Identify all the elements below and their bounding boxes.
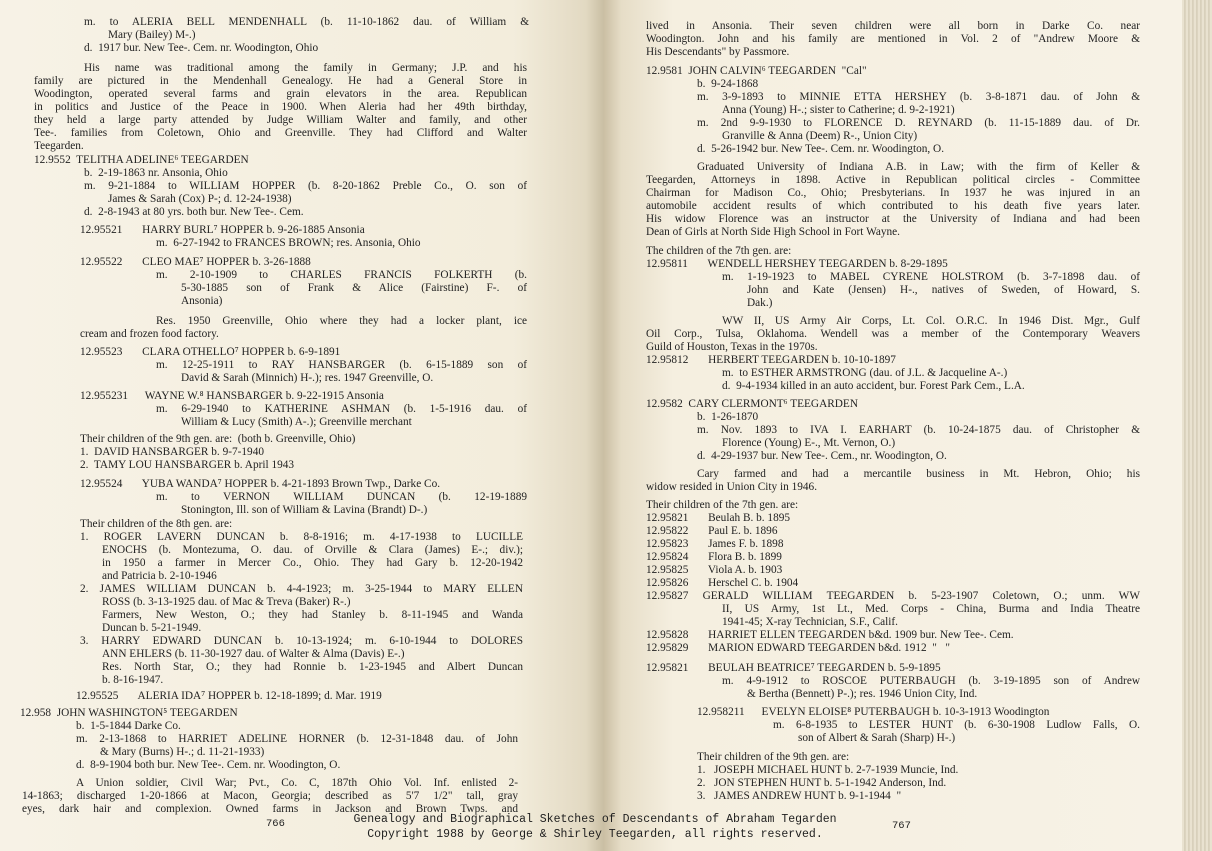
text-line: eyes, dark hair and complexion. Owned farms in Jackson and Brown Twps. and (22, 803, 518, 815)
book-title-line: Genealogy and Biographical Sketches of Descendants of Abraham Tegarden (353, 813, 837, 826)
text-line: b. 1-26-1870 (697, 411, 759, 423)
right-page (604, 0, 1182, 851)
text-line: His widow Florence was an instructor at the University of Indiana and had been (646, 213, 1140, 225)
text-line: 12.95825 Viola A. b. 1903 (646, 564, 783, 576)
text-line: m. 2nd 9-9-1930 to FLORENCE D. REYNARD (b. 11-15-1889 dau. of Dr. (697, 117, 1140, 129)
text-line: 12.95821 BEULAH BEATRICE⁷ TEEGARDEN b. 5-9-1895 (646, 662, 941, 674)
text-line: Anna (Young) H-.; sister to Catherine; d. 9-2-1921) (722, 104, 955, 116)
text-line: 12.95525 ALERIA IDA⁷ HOPPER b. 12-18-1899; d. Mar. 1919 (76, 690, 382, 702)
text-line: William & Lucy (Smith) A-.); Greenville merchant (181, 416, 412, 428)
text-line: Woodington, operated several farms and grain elevators in the area. Republican (34, 88, 527, 100)
text-line: 12.958211 EVELYN ELOISE⁸ PUTERBAUGH b. 10-3-1913 Woodington (697, 706, 1050, 718)
text-line: d. 9-4-1934 killed in an auto accident, bur. Forest Park Cem., L.A. (722, 380, 1025, 392)
text-line: Teegarden, Attorneys in 1898. Active in Republican political circles - Committee (646, 174, 1140, 186)
text-line: m. 6-27-1942 to FRANCES BROWN; res. Ansonia, Ohio (156, 237, 421, 249)
text-line: 12.958 JOHN WASHINGTON⁵ TEEGARDEN (20, 707, 238, 719)
text-line: automobile accident results of which contributed to his death five years later. (646, 200, 1140, 212)
text-line: d. 5-26-1942 bur. New Tee-. Cem. nr. Woodington, O. (697, 143, 945, 155)
book-footer (250, 813, 940, 842)
text-line: Chairman for Madison Co., Ohio; Presbyterians. In 1937 he was injured in an (646, 187, 1140, 199)
text-line: Teegarden. (34, 140, 84, 152)
text-line: 3. HARRY EDWARD DUNCAN b. 10-13-1924; m. 6-10-1944 to DOLORES (80, 635, 523, 647)
text-line: John and Kate (Jensen) H-., natives of Sweden, of Howard, S. (747, 284, 1140, 296)
text-line: son of Albert & Sarah (Sharp) H-.) (798, 732, 956, 744)
text-line: WW II, US Army Air Corps, Lt. Col. O.R.C. In 1946 Dist. Mgr., Gulf (722, 315, 1140, 327)
text-line: d. 8-9-1904 both bur. New Tee-. Cem. nr. Woodington, O. (76, 759, 341, 771)
text-line: 12.95812 HERBERT TEEGARDEN b. 10-10-1897 (646, 354, 896, 366)
text-line: The children of the 7th gen. are: (646, 245, 792, 257)
text-line: m. to ALERIA BELL MENDENHALL (b. 11-10-1862 dau. of William & (84, 16, 529, 28)
text-line: 14-1863; discharged 1-20-1866 at Macon, Georgia; described as 5'7 1/2" tall, gray (22, 790, 518, 802)
text-line: Guild of Houston, Texas in the 1970s. (646, 341, 818, 353)
text-line: 1. JOSEPH MICHAEL HUNT b. 2-7-1939 Muncie, Ind. (697, 764, 959, 776)
text-line: m. 2-13-1868 to HARRIET ADELINE HORNER (b. 12-31-1848 dau. of John (76, 733, 518, 745)
text-line: Res. North Star, O.; they had Ronnie b. 1-23-1945 and Albert Duncan (102, 661, 523, 673)
text-line: 2. TAMY LOU HANSBARGER b. April 1943 (80, 459, 295, 471)
text-line: 12.95811 WENDELL HERSHEY TEEGARDEN b. 8-29-1895 (646, 258, 948, 270)
text-line: 5-30-1885 son of Frank & Alice (Fairstine) F-. of (181, 282, 527, 294)
text-line: Dak.) (747, 297, 773, 309)
text-line: 12.95522 CLEO MAE⁷ HOPPER b. 3-26-1888 (80, 256, 311, 268)
copyright-line: Copyright 1988 by George & Shirley Teegarden, all rights reserved. (367, 827, 823, 841)
text-line: 12.9582 CARY CLERMONT⁶ TEEGARDEN (646, 398, 858, 410)
text-line: Farmers, New Weston, O.; they had Stanley b. 8-11-1945 and Wanda (102, 609, 523, 621)
text-line: in politics and Justice of the Peace in 1900. When Aleria had her 49th birthday, (34, 101, 527, 113)
text-line: Res. 1950 Greenville, Ohio where they had a locker plant, ice (156, 315, 527, 327)
text-line: Their children of the 9th gen. are: (both b. Greenville, Ohio) (80, 433, 356, 445)
text-line: 12.95823 James F. b. 1898 (646, 538, 784, 550)
text-line: 12.9552 TELITHA ADELINE⁶ TEEGARDEN (34, 154, 249, 166)
text-line: 12.95523 CLARA OTHELLO⁷ HOPPER b. 6-9-1891 (80, 346, 341, 358)
text-line: Woodington. John and his family are mentioned in Vol. 2 of "Andrew Moore & (646, 33, 1140, 45)
text-line: Oil Corp., Tulsa, Oklahoma. Wendell was a member of the Contemporary Weavers (646, 328, 1140, 340)
text-line: & Mary (Burns) H-.; d. 11-21-1933) (100, 746, 265, 758)
text-line: Their children of the 9th gen. are: (697, 751, 850, 763)
text-line: 1941-45; X-ray Technician, S.F., Calif. (722, 616, 898, 628)
text-line: A Union soldier, Civil War; Pvt., Co. C, 187th Ohio Vol. Inf. enlisted 2- (76, 777, 518, 789)
text-line: Ansonia) (181, 295, 223, 307)
text-line: 12.95521 HARRY BURL⁷ HOPPER b. 9-26-1885 Ansonia (80, 224, 365, 236)
text-line: lived in Ansonia. Their seven children were all born in Darke Co. near (646, 20, 1140, 32)
text-line: 12.95824 Flora B. b. 1899 (646, 551, 782, 563)
text-line: b. 9-24-1868 (697, 78, 759, 90)
left-page-number: 766 (266, 818, 285, 830)
text-line: 3. JAMES ANDREW HUNT b. 9-1-1944 " (697, 790, 902, 802)
text-line: d. 1917 bur. New Tee-. Cem. nr. Woodington, Ohio (84, 42, 319, 54)
text-line: 12.95524 YUBA WANDA⁷ HOPPER b. 4-21-1893 Brown Twp., Darke Co. (80, 478, 441, 490)
text-line: m. to VERNON WILLIAM DUNCAN (b. 12-19-1889 (156, 491, 527, 503)
text-line: b. 2-19-1863 nr. Ansonia, Ohio (84, 167, 228, 179)
text-line: m. Nov. 1893 to IVA I. EARHART (b. 10-24-1875 dau. of Christopher & (697, 424, 1140, 436)
text-line: cream and frozen food factory. (80, 328, 219, 340)
text-line: ROSS (b. 3-13-1925 dau. of Mac & Treva (Baker) R-.) (102, 596, 351, 608)
text-line: 12.9581 JOHN CALVIN⁶ TEEGARDEN "Cal" (646, 65, 867, 77)
text-line: Florence (Young) E-., Mt. Vernon, O.) (722, 437, 896, 449)
text-line: b. 8-16-1947. (102, 674, 164, 686)
text-line: in 1950 a farmer in Mercer Co., Ohio. They had Gary b. 12-20-1942 (102, 557, 523, 569)
text-line: Dean of Girls at North Side High School in Fort Wayne. (646, 226, 900, 238)
text-line: Their children of the 8th gen. are: (80, 518, 233, 530)
text-line: Tee-. families from Coletown, Ohio and Greenville. They had Clifford and Walter (34, 127, 527, 139)
text-line: m. 1-19-1923 to MABEL CYRENE HOLSTROM (b. 3-7-1898 dau. of (722, 271, 1140, 283)
text-line: ENOCHS (b. Montezuma, O. dau. of Orville & Clara (James) E-.; div.); (102, 544, 523, 556)
text-line: 1. DAVID HANSBARGER b. 9-7-1940 (80, 446, 264, 458)
text-line: they held a large party attended by Judge William Walter and family, and other (34, 114, 527, 126)
text-line: Their children of the 7th gen. are: (646, 499, 799, 511)
text-line: 1. ROGER LAVERN DUNCAN b. 8-8-1916; m. 4-17-1938 to LUCILLE (80, 531, 523, 543)
text-line: 12.95827 GERALD WILLIAM TEEGARDEN b. 5-23-1907 Coletown, O.; unm. WW (646, 590, 1140, 602)
text-line: Stonington, Ill. son of William & Lavina (Brandt) D-.) (181, 504, 428, 516)
text-line: m. 12-25-1911 to RAY HANSBARGER (b. 6-15-1889 son of (156, 359, 527, 371)
text-line: 12.955231 WAYNE W.⁸ HANSBARGER b. 9-22-1915 Ansonia (80, 390, 384, 402)
text-line: and Patricia b. 2-10-1946 (102, 570, 217, 582)
text-line: m. to ESTHER ARMSTRONG (dau. of J.L. & Jacqueline A-.) (722, 367, 1008, 379)
text-line: Graduated University of Indiana A.B. in Law; with the firm of Keller & (697, 161, 1140, 173)
text-line: Duncan b. 5-21-1949. (102, 622, 202, 634)
text-line: b. 1-5-1844 Darke Co. (76, 720, 181, 732)
text-line: II, US Army, 1st Lt., Med. Corps - China, Burma and India Theatre (722, 603, 1140, 615)
text-line: 2. JON STEPHEN HUNT b. 5-1-1942 Anderson, Ind. (697, 777, 947, 789)
text-line: James & Sarah (Cox) P-; d. 12-24-1938) (108, 193, 292, 205)
text-line: 12.95828 HARRIET ELLEN TEEGARDEN b&d. 1909 bur. New Tee-. Cem. (646, 629, 1014, 641)
text-line: widow resided in Union City in 1946. (646, 481, 818, 493)
text-line: d. 4-29-1937 bur. New Tee-. Cem., nr. Woodington, O. (697, 450, 947, 462)
text-line: David & Sarah (Minnich) H-.); res. 1947 Greenville, O. (181, 372, 434, 384)
text-line: 12.95822 Paul E. b. 1896 (646, 525, 778, 537)
text-line: 12.95829 MARION EDWARD TEEGARDEN b&d. 1912 " " (646, 642, 950, 654)
text-line: & Bertha (Bennett) P-.); res. 1946 Union City, Ind. (747, 688, 978, 700)
text-line: m. 3-9-1893 to MINNIE ETTA HERSHEY (b. 3-8-1871 dau. of John & (697, 91, 1140, 103)
text-line: 2. JAMES WILLIAM DUNCAN b. 4-4-1923; m. 3-25-1944 to MARY ELLEN (80, 583, 523, 595)
text-line: His Descendants" by Passmore. (646, 46, 790, 58)
text-line: m. 4-9-1912 to ROSCOE PUTERBAUGH (b. 3-19-1895 son of Andrew (722, 675, 1140, 687)
text-line: family are pictured in the Mendenhall Genealogy. He had a General Store in (34, 75, 527, 87)
text-line: Mary (Bailey) M-.) (108, 29, 196, 41)
text-line: ANN EHLERS (b. 11-30-1927 dau. of Walter & Alma (Davis) E-.) (102, 648, 405, 660)
right-page-number: 767 (892, 820, 911, 832)
text-line: Cary farmed and had a mercantile business in Mt. Hebron, Ohio; his (697, 468, 1140, 480)
text-line: m. 6-8-1935 to LESTER HUNT (b. 6-30-1908 Ludlow Falls, O. (773, 719, 1140, 731)
text-line: 12.95826 Herschel C. b. 1904 (646, 577, 799, 589)
text-line: Granville & Anna (Deem) R-., Union City) (722, 130, 918, 142)
text-line: m. 2-10-1909 to CHARLES FRANCIS FOLKERTH (b. (156, 269, 527, 281)
book-page-edges (1182, 0, 1212, 851)
text-line: m. 6-29-1940 to KATHERINE ASHMAN (b. 1-5-1916 dau. of (156, 403, 527, 415)
left-page (0, 0, 604, 851)
text-line: m. 9-21-1884 to WILLIAM HOPPER (b. 8-20-1862 Preble Co., O. son of (84, 180, 527, 192)
text-line: His name was traditional among the family in Germany; J.P. and his (84, 62, 527, 74)
text-line: 12.95821 Beulah B. b. 1895 (646, 512, 791, 524)
text-line: d. 2-8-1943 at 80 yrs. both bur. New Tee-. Cem. (84, 206, 304, 218)
